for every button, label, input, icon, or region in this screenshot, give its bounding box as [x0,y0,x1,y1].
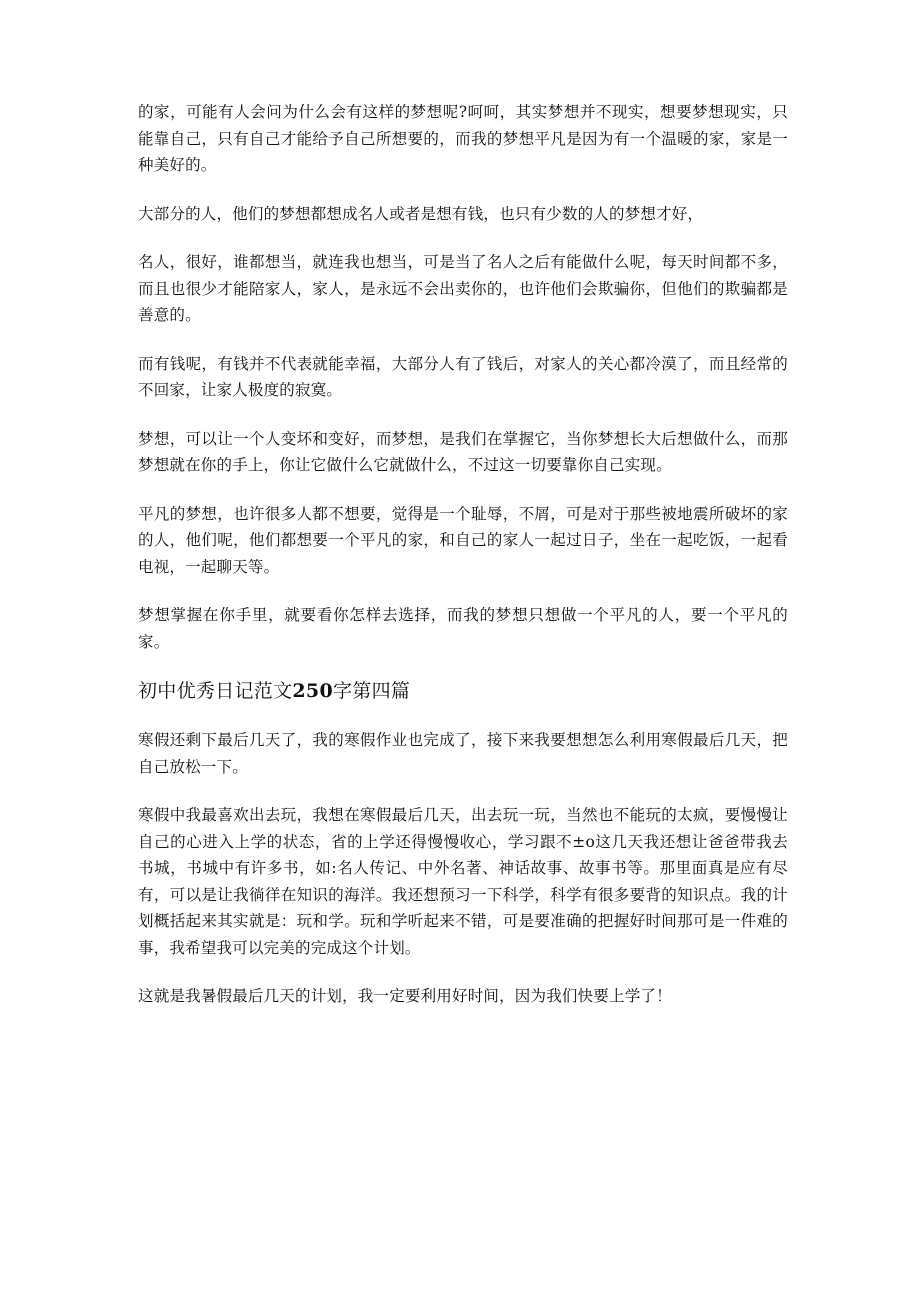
paragraph: 寒假中我最喜欢出去玩，我想在寒假最后几天，出去玩一玩，当然也不能玩的太疯，要慢慢让自己的心进入上学的状态，省的上学还得慢慢收心，学习跟不±o这几天我还想让爸爸带我去书城，书城中有许多书，如:名人传记、中外名著、神话故事、故事书等。那里面真是应有尽有，可以是让我徜徉在知识的海洋。我还想预习一下科学，科学有很多要背的知识点。我的计划概括起来其实就是：玩和学。玩和学听起来不错，可是要准确的把握好时间那可是一件难的事，我希望我可以完美的完成这个计划。 [138,806,788,957]
document-page [138,99,788,1032]
paragraph: 平凡的梦想，也许很多人都不想要，觉得是一个耻辱，不屑，可是对于那些被地震所破坏的家的人，他们呢，他们都想要一个平凡的家，和自己的家人一起过日子，坐在一起吃饭，一起看电视，一起聊天等。 [138,504,788,576]
paragraph: 梦想掌握在你手里，就要看你怎样去选择，而我的梦想只想做一个平凡的人，要一个平凡的家。 [138,606,788,651]
section-heading [138,677,788,705]
paragraph: 这就是我暑假最后几天的计划，我一定要利用好时间，因为我们快要上学了！ [138,987,672,1005]
paragraph: 梦想，可以让一个人变坏和变好，而梦想，是我们在掌握它，当你梦想长大后想做什么，而那梦想就在你的手上，你让它做什么它就做什么，不过这一切要靠你自己实现。 [138,429,788,474]
heading-prefix: 初中优秀日记范文 [138,680,293,702]
heading-number: 250 [292,680,333,702]
paragraph: 寒假还剩下最后几天了，我的寒假作业也完成了，接下来我要想想怎么利用寒假最后几天，把自己放松一下。 [138,731,788,776]
paragraph: 名人，很好，谁都想当，就连我也想当，可是当了名人之后有能做什么呢，每天时间都不多，而且也很少才能陪家人，家人，是永远不会出卖你的，也许他们会欺骗你，但他们的欺骗都是善意的。 [138,253,788,324]
paragraph: 的家，可能有人会问为什么会有这样的梦想呢?呵呵，其实梦想并不现实，想要梦想现实，只能靠自己，只有自己才能给予自己所想要的，而我的梦想平凡是因为有一个温暖的家，家是一种美好的。 [138,103,788,174]
paragraph: 大部分的人，他们的梦想都想成名人或者是想有钱，也只有少数的人的梦想才好， [138,204,704,223]
heading-suffix: 字第四篇 [332,680,411,702]
paragraph: 而有钱呢，有钱并不代表就能幸福，大部分人有了钱后，对家人的关心都冷漠了，而且经常的不回家，让家人极度的寂寞。 [138,354,788,399]
